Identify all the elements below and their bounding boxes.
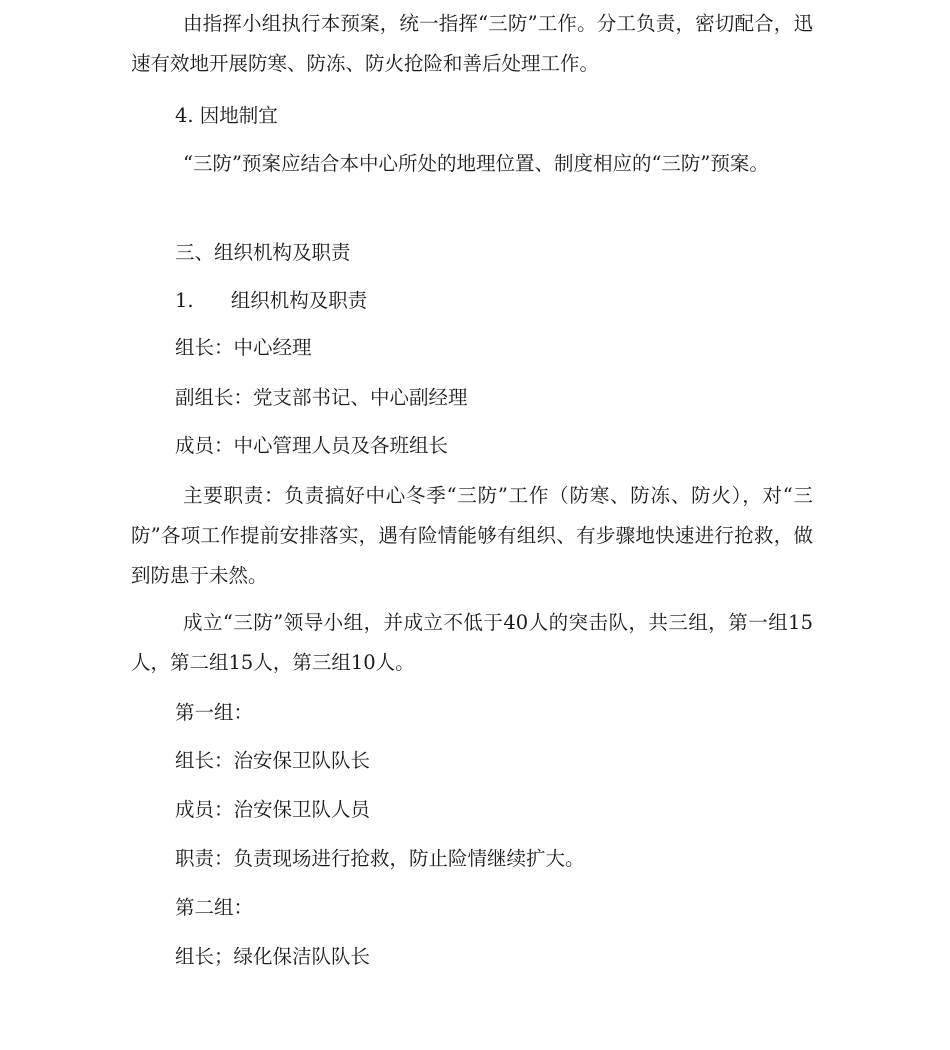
heading-section-three: 三、组织机构及职责: [175, 241, 351, 264]
line-leader: 组长：中心经理: [175, 336, 312, 359]
paragraph-plan-location: “三防”预案应结合本中心所处的地理位置、制度相应的“三防”预案。: [183, 152, 769, 175]
line-group-two-leader: 组长；绿化保洁队队长: [175, 945, 371, 968]
line-group-one-duty: 职责：负责现场进行抢救，防止险情继续扩大。: [175, 847, 585, 870]
paragraph-command-group: 由指挥小组执行本预案，统一指挥“三防”工作。分工负责，密切配合，迅速有效地开展防寒、防冻、防火抢险和善后处理工作。: [131, 12, 813, 75]
line-deputy-leader: 副组长：党支部书记、中心副经理: [175, 386, 468, 409]
line-group-one-members: 成员：治安保卫队人员: [175, 798, 371, 821]
heading-organization: 1. 组织机构及职责: [175, 289, 368, 312]
line-group-one-leader: 组长：治安保卫队队长: [175, 749, 371, 772]
heading-group-two: 第二组：: [175, 896, 254, 919]
line-members: 成员：中心管理人员及各班组长: [175, 434, 449, 457]
heading-group-one: 第一组：: [175, 701, 254, 724]
heading-adapt-local: 4. 因地制宜: [175, 104, 278, 127]
paragraph-task-force: 成立“三防”领导小组，并成立不低于40人的突击队，共三组，第一组15人，第二组15人，第三组10人。: [131, 611, 813, 674]
paragraph-main-duties: 主要职责：负责搞好中心冬季“三防”工作（防寒、防冻、防火），对“三防”各项工作提前安排落实，遇有险情能够有组织、有步骤地快速进行抢救，做到防患于未然。: [131, 484, 813, 587]
